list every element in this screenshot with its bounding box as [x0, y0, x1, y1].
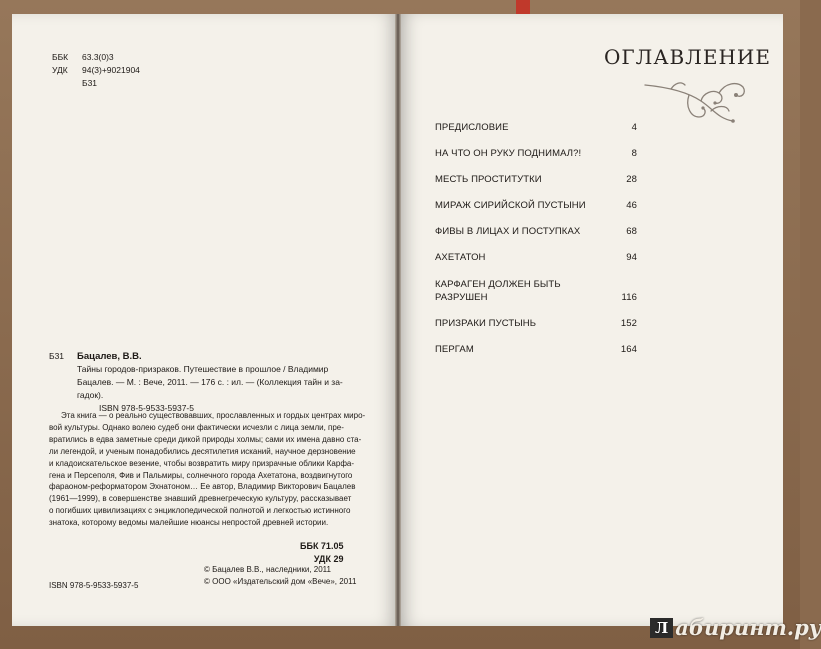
author-name: Бацалев, В.В.	[77, 351, 142, 362]
toc-entry-title: НА ЧТО ОН РУКУ ПОДНИМАЛ?!	[435, 148, 582, 159]
annotation-line: фараоном-реформатором Эхнатоном… Ее автор, Владимир Викторович Бацалев	[49, 482, 356, 492]
classification-header	[52, 51, 140, 90]
toc-title: ОГЛАВЛЕНИЕ	[604, 45, 771, 69]
toc-entry[interactable]	[435, 200, 637, 212]
bbk-label: ББК	[52, 52, 69, 62]
toc-entry-title: КАРФАГЕН ДОЛЖЕН БЫТЬ РАЗРУШЕН	[435, 279, 561, 303]
copyright-line: © Бацалев В.В., наследники, 2011	[204, 565, 331, 574]
description-line: Тайны городов-призраков. Путешествие в прошлое / Владимир	[77, 364, 329, 374]
biblio-code: Б31	[49, 351, 65, 361]
bbk-value: 63.3(0)3	[82, 52, 114, 62]
toc-entry[interactable]	[435, 226, 637, 238]
bibliographic-record	[49, 350, 365, 415]
toc-entry-title: МИРАЖ СИРИЙСКОЙ ПУСТЫНИ	[435, 200, 586, 211]
toc-entry-page: 28	[626, 174, 637, 185]
watermark-text: абиринт.ру	[675, 615, 821, 640]
class-bbk: ББК 71.05	[300, 541, 344, 551]
toc-entry-page: 68	[626, 226, 637, 237]
annotation-line: знатока, которому ведомы малейшие нюансы непростой древней истории.	[49, 518, 329, 528]
toc-entry[interactable]	[435, 278, 637, 304]
watermark-box: Л	[650, 618, 673, 638]
classification-codes	[300, 540, 343, 566]
toc-entry-title: ПЕРГАМ	[435, 344, 474, 355]
toc-entry[interactable]	[435, 174, 637, 186]
watermark-logo	[650, 615, 821, 640]
toc-entry[interactable]	[435, 122, 637, 134]
isbn: ISBN 978-5-9533-5937-5	[99, 403, 194, 413]
annotation-line: Эта книга — о реально существовавших, прославленных и гордых центрах миро-	[61, 411, 366, 420]
toc-entry-title: ПРЕДИСЛОВИЕ	[435, 122, 509, 133]
toc-entry-page: 116	[621, 292, 637, 303]
annotation-line: и кладоискательское везение, чтобы возвратить миру призрачные облики Карфа-	[49, 458, 355, 468]
toc-entry-page: 8	[631, 148, 637, 159]
toc-entry-page: 152	[620, 318, 637, 329]
toc-entry[interactable]	[435, 148, 637, 160]
annotation-paragraph	[49, 410, 369, 529]
author-sign: Б31	[82, 78, 98, 88]
toc-entry-page: 164	[620, 344, 637, 355]
toc-entry-title: МЕСТЬ ПРОСТИТУТКИ	[435, 174, 542, 185]
ornament-flourish-icon	[641, 73, 751, 128]
toc-entry-page: 46	[626, 200, 637, 211]
toc-entry-title: ФИВЫ В ЛИЦАХ И ПОСТУПКАХ	[435, 226, 581, 237]
toc-entry-page: 94	[626, 252, 637, 263]
copyright-notice	[204, 564, 356, 587]
description-line: гадок).	[77, 390, 104, 400]
description-line: Бацалев. — М. : Вече, 2011. — 176 с. : ил. — (Коллекция тайн и за-	[77, 377, 343, 387]
annotation-line: вратились в едва заметные среди дикой природы холмы; сами их имена давно ста-	[49, 434, 362, 444]
annotation-line: гена и Персеполя, Фив и Пальмиры, солнечного города Ахетатона, воздвигнутого	[49, 470, 353, 480]
toc-entry[interactable]	[435, 318, 637, 330]
udk-label: УДК	[52, 65, 68, 75]
class-udk: УДК 29	[313, 554, 344, 564]
annotation-line: о погибших цивилизациях с энциклопедической полнотой и легкостью истинного	[49, 506, 351, 516]
toc-entry[interactable]	[435, 252, 637, 264]
toc-entry-title: ПРИЗРАКИ ПУСТЫНЬ	[435, 318, 537, 329]
table-of-contents	[435, 122, 637, 356]
toc-entry-title: АХЕТАТОН	[435, 252, 486, 263]
isbn-bottom: ISBN 978-5-9533-5937-5	[49, 581, 139, 590]
annotation-line: ли легендой, и ученым понадобились десятилетия исканий, научное дерзновение	[49, 446, 356, 456]
toc-entry-page: 4	[631, 122, 637, 133]
toc-entry[interactable]	[435, 344, 637, 356]
left-page	[12, 14, 395, 626]
annotation-line: вой культуры. Однако волею судеб они фактически исчезли с лица земли, пре-	[49, 422, 344, 432]
udk-value: 94(3)+9021904	[82, 65, 140, 75]
copyright-line: © ООО «Издательский дом «Вече», 2011	[204, 576, 357, 586]
annotation-line: (1961—1999), в совершенстве знавший древнегреческую культуру, рассказывает	[49, 494, 352, 504]
